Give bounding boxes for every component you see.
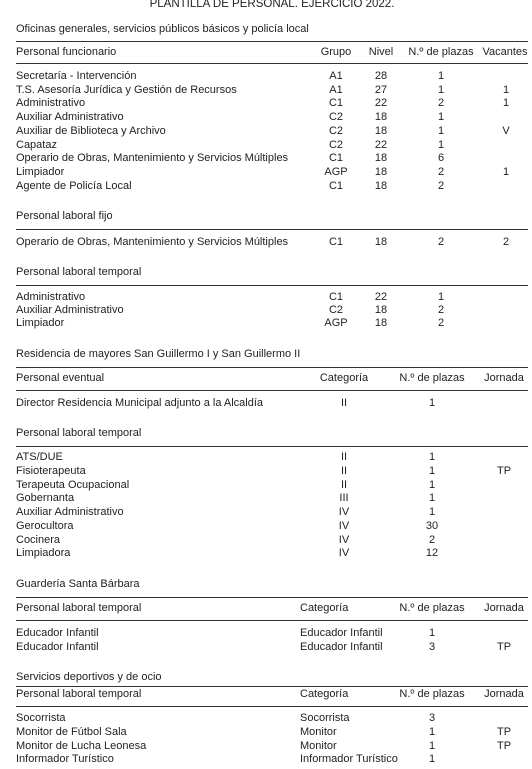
column-header-vacantes: Vacantes [482,46,528,58]
header-rule-top [16,597,528,598]
group-header-label: Personal laboral temporal [16,266,142,278]
group-header-label: Personal funcionario [16,46,117,58]
section-heading-residencia: Residencia de mayores San Guillermo I y San Guillermo II [16,348,301,360]
header-rule-bottom [16,63,528,64]
document-page: PLANTILLA DE PERSONAL. EJERCICIO 2022. Oficinas generales, servicios públicos básicos y policía local Personal funcionario Grupo Nivel N.º de plazas Vacantes Secretaría - Intervención A1 28 1 T.S. Asesoría Jurídica y Gestión de Recursos A1 27 1 1 Administrativo C1 22 2 1 Auxiliar Administrativo C2 18 1 Auxiliar de Biblioteca y Archivo C2 18 1 V Capataz C2 22 1 Operario de Obras, Mantenimiento y Servicios Múltiples C1 18 6 Limpiador AGP 18 2 1 Agente de Policía Local C1 18 2 Personal laboral fijo Operario de Obras, Mantenimiento y Servicios Múltiples C1 18 2 2 Personal laboral temporal Administrativo C1 22 1 Auxiliar Administrativo C2 18 2 Limpiador AGP 18 2 Residencia de mayores San Guillermo I y San Guillermo II Personal eventual Categoría N.º de plazas Jornada Director Residencia Municipal adjunto a la Alcaldía II 1 Personal laboral temporal ATS/DUE II 1 Fisioterapeuta II 1 TP Terapeuta Ocupacional II 1 Gobernanta III 1 Auxiliar Administrativo IV 1 Gerocultora IV 30 Cocinera IV 2 Limpiadora IV 12 Guardería Santa Bárbara Personal laboral temporal Categoría N.º de plazas Jornada Educador Infantil Educador Infantil 1 Educador Infantil Educador Infantil 3 TP Servicios deportivos y de ocio Personal laboral temporal Categoría N.º de plazas Jornada Socorrista Socorrista 3 Monitor de Fútbol Sala Monitor 1 TP Monitor de Lucha Leonesa Monitor 1 TP Informador Turístico Informador Turístico 1 [16,0,528,765]
section-heading-oficinas: Oficinas generales, servicios públicos básicos y policía local [16,23,309,35]
group-header-label: Personal eventual [16,372,105,384]
header-rule-top [16,367,528,368]
group-rule [16,229,528,230]
group-header-label: Personal laboral temporal [16,688,142,700]
column-header-grupo: Grupo [320,46,352,58]
section-heading-servicios-deportivos: Servicios deportivos y de ocio [16,671,162,683]
column-header-categoria: Categoría [300,602,349,614]
section-heading-guarderia: Guardería Santa Bárbara [16,578,140,590]
header-rule-bottom [16,390,528,391]
column-header-plazas: N.º de plazas [408,46,474,58]
document-title: PLANTILLA DE PERSONAL. EJERCICIO 2022. [149,0,395,10]
column-header-nivel: Nivel [368,46,394,58]
column-header-jornada: Jornada [484,602,524,614]
column-header-jornada: Jornada [484,688,524,700]
column-header-plazas: N.º de plazas [399,602,465,614]
column-header-plazas: N.º de plazas [399,372,465,384]
header-rule-top [16,41,528,42]
header-rule-bottom [16,706,528,707]
column-header-jornada: Jornada [484,372,524,384]
column-header-categoria: Categoría [319,372,369,384]
header-rule-bottom [16,620,528,621]
column-header-plazas: N.º de plazas [399,688,465,700]
group-header-label: Personal laboral temporal [16,427,142,439]
group-rule [16,446,528,447]
group-header-label: Personal laboral fijo [16,210,113,222]
column-header-categoria: Categoría [300,688,349,700]
group-header-label: Personal laboral temporal [16,602,142,614]
group-rule [16,285,528,286]
header-rule-top [16,686,528,687]
